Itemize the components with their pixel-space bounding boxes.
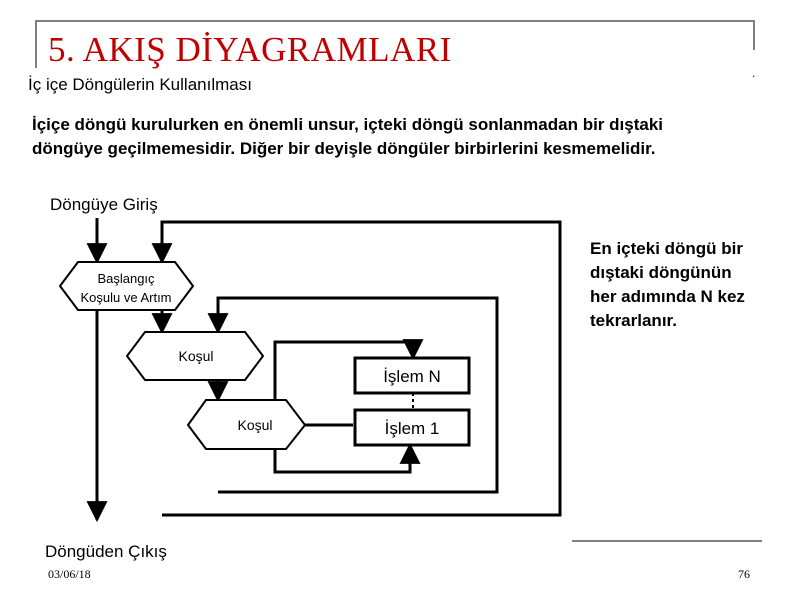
- entry-label: Döngüye Giriş: [50, 195, 158, 214]
- inner-condition-label: Koşul: [237, 417, 273, 433]
- page-number: 76: [738, 567, 750, 581]
- middle-condition-label: Koşul: [178, 348, 214, 364]
- outer-condition-label-line1: Başlangıç: [97, 271, 155, 286]
- middle-loop-return: [218, 298, 497, 492]
- inner-loop-return: [275, 445, 410, 472]
- process-1-label: İşlem 1: [384, 419, 440, 438]
- exit-label: Döngüden Çıkış: [45, 542, 167, 561]
- process-n-label: İşlem N: [383, 367, 441, 386]
- outer-condition-label-line2: Koşulu ve Artım: [80, 290, 172, 305]
- body-paragraph: İçiçe döngü kurulurken en önemli unsur, içteki döngü sonlanmadan bir dıştaki döngüye geçilmemesidir. Diğer bir deyişle döngüler birbirlerini kesmemelidir.: [32, 115, 664, 158]
- decorative-dot: .: [752, 66, 756, 80]
- slide-title: 5. AKIŞ DİYAGRAMLARI: [48, 30, 452, 69]
- side-note: En içteki döngü bir dıştaki döngünün her adımında N kez tekrarlanır.: [590, 239, 745, 330]
- slide-subtitle: İç içe Döngülerin Kullanılması: [28, 75, 252, 94]
- slide-date: 03/06/18: [48, 567, 91, 581]
